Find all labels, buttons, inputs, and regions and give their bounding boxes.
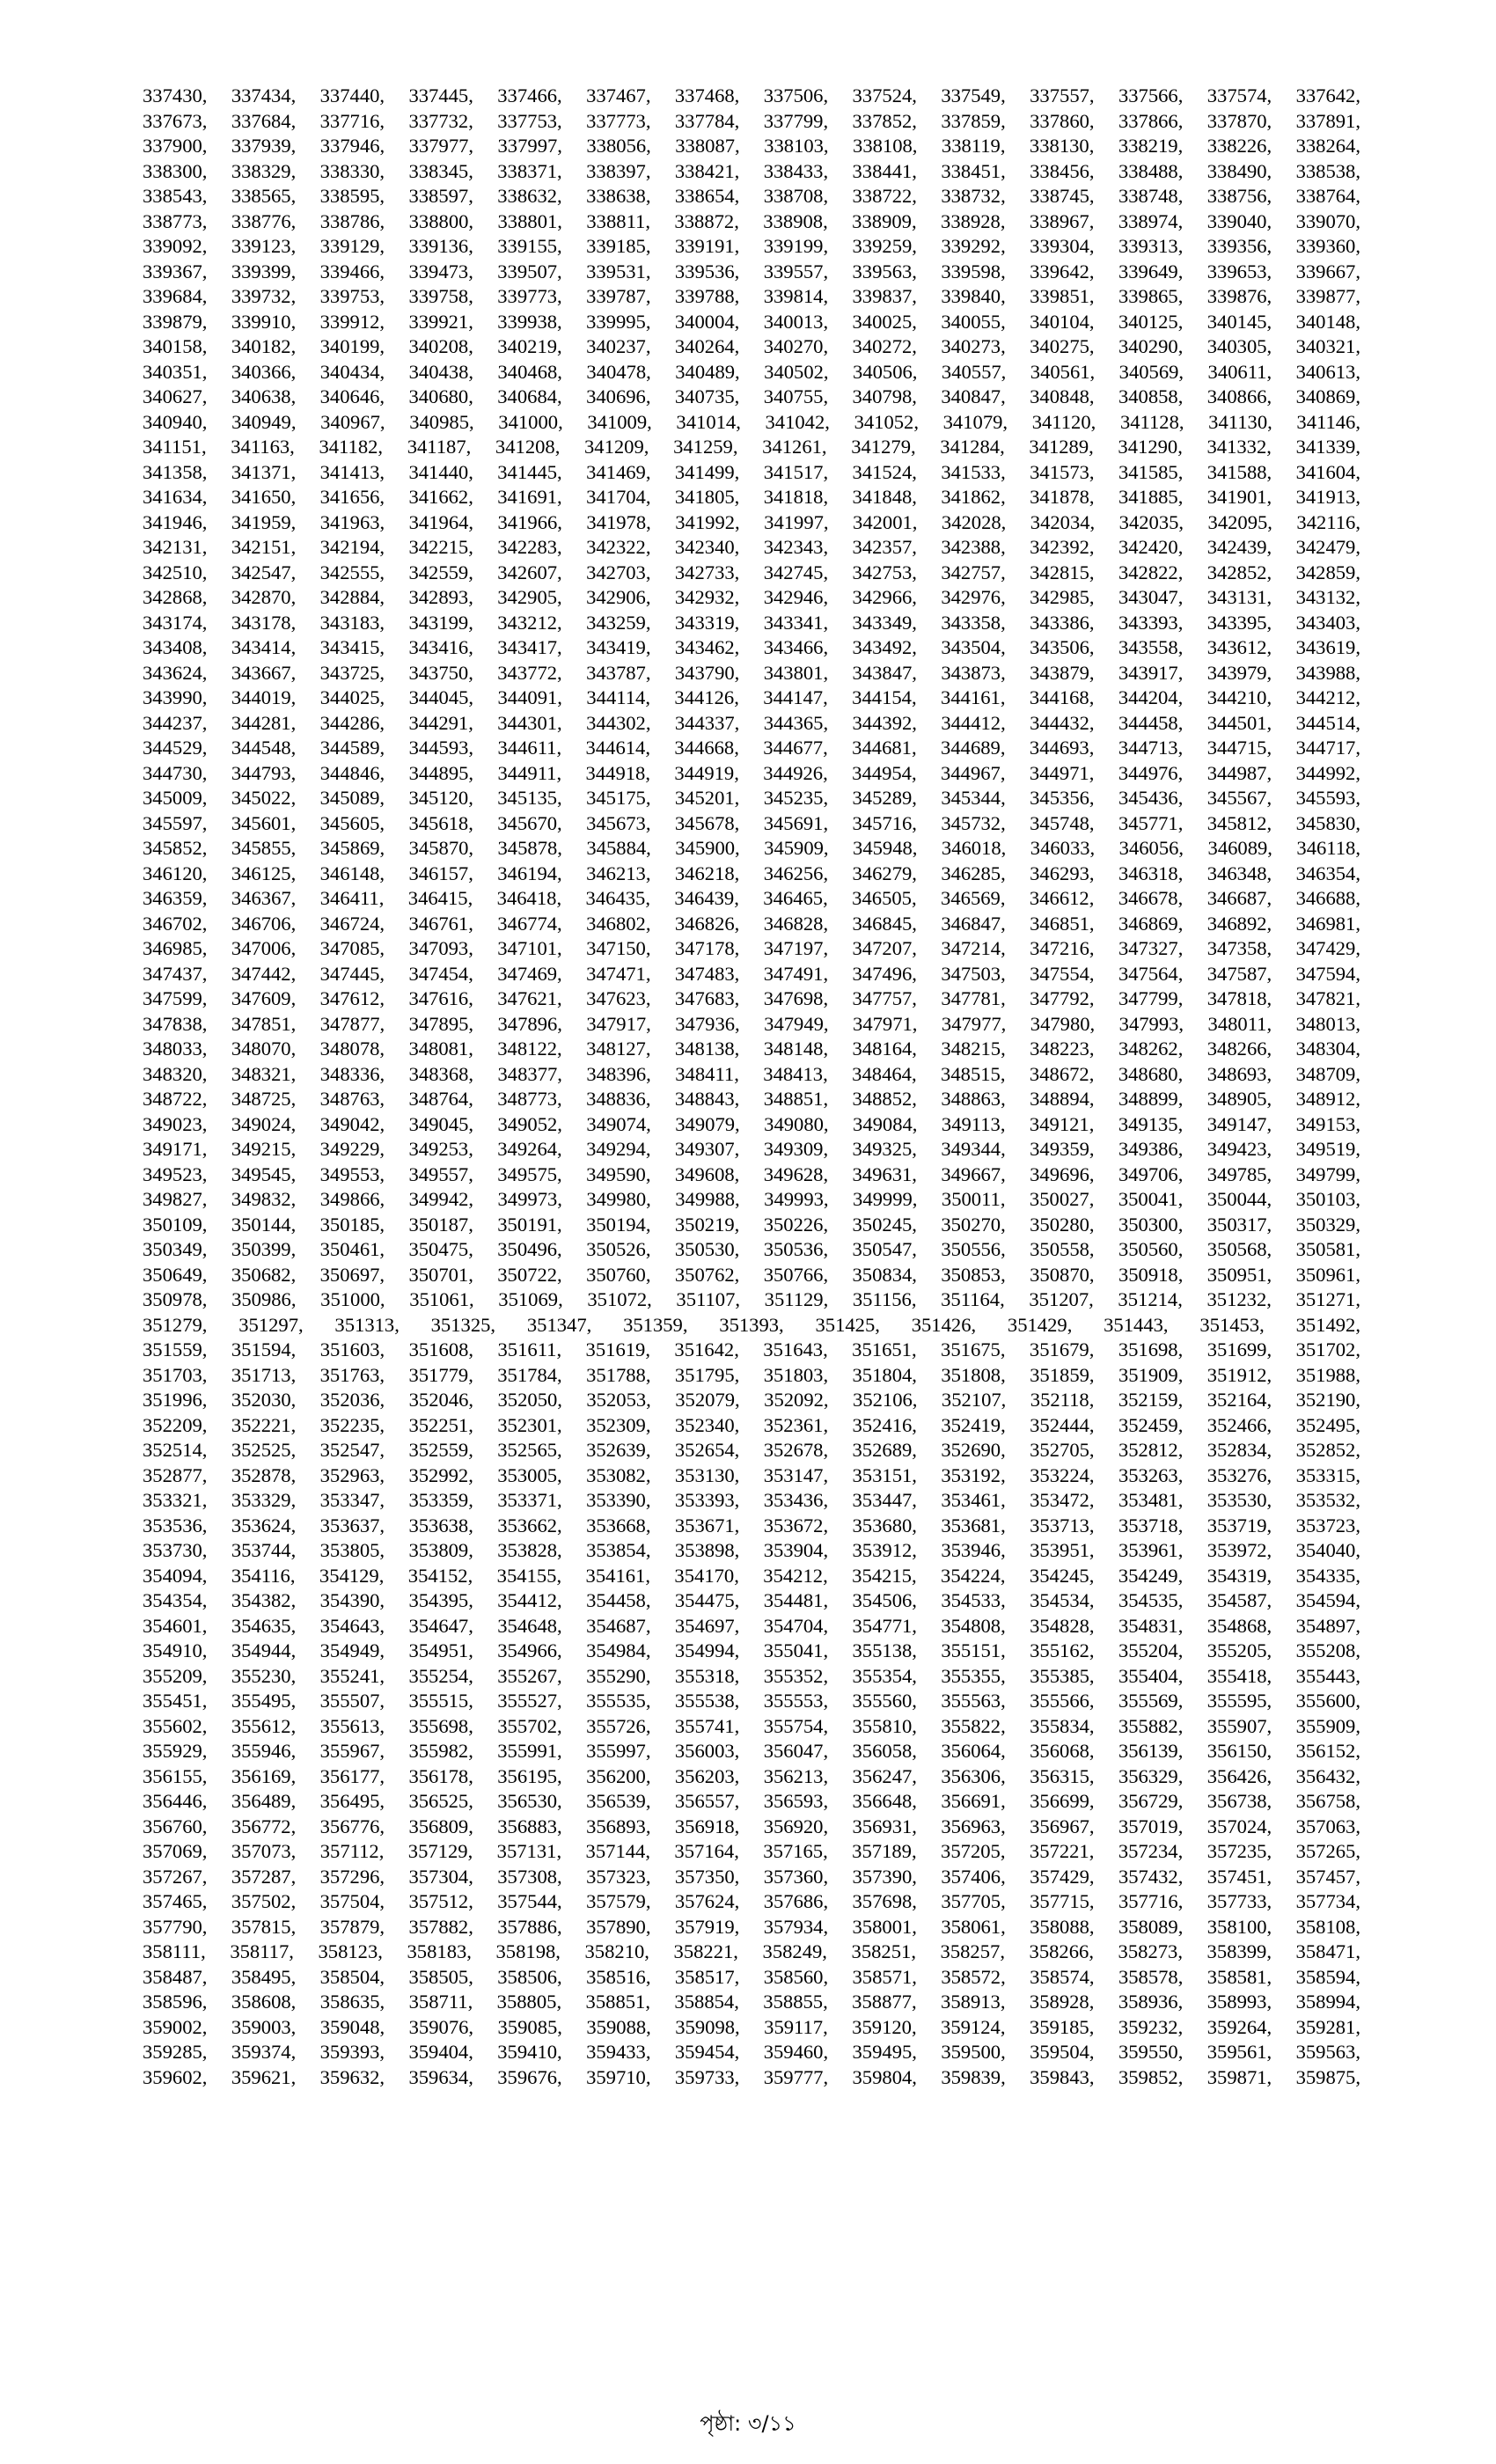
number-line: 344730, 344793, 344846, 344895, 344911, 344918, 344919, 344926, 344954, 344967, 344971, 344976, 344987, 344992, xyxy=(143,761,1360,784)
number-line: 337900, 337939, 337946, 337977, 337997, 338056, 338087, 338103, 338108, 338119, 338130, 338219, 338226, 338264, xyxy=(143,135,1360,157)
number-line: 345009, 345022, 345089, 345120, 345135, 345175, 345201, 345235, 345289, 345344, 345356, 345436, 345567, 345593, xyxy=(143,787,1360,809)
number-line: 357790, 357815, 357879, 357882, 357886, 357890, 357919, 357934, 358001, 358061, 358088, 358089, 358100, 358108, xyxy=(143,1915,1360,1938)
number-line: 356446, 356489, 356495, 356525, 356530, 356539, 356557, 356593, 356648, 356691, 356699, 356729, 356738, 356758, xyxy=(143,1790,1360,1812)
number-line: 355209, 355230, 355241, 355254, 355267, 355290, 355318, 355352, 355354, 355355, 355385, 355404, 355418, 355443, xyxy=(143,1664,1360,1687)
number-line: 358596, 358608, 358635, 358711, 358805, 358851, 358854, 358855, 358877, 358913, 358928, 358936, 358993, 358994, xyxy=(143,1991,1360,2013)
number-line: 349171, 349215, 349229, 349253, 349264, 349294, 349307, 349309, 349325, 349344, 349359, 349386, 349423, 349519, xyxy=(143,1138,1360,1160)
number-line: 357267, 357287, 357296, 357304, 357308, 357323, 357350, 357360, 357390, 357406, 357429, 357432, 357451, 357457, xyxy=(143,1865,1360,1888)
number-line: 344529, 344548, 344589, 344593, 344611, 344614, 344668, 344677, 344681, 344689, 344693, 344713, 344715, 344717, xyxy=(143,737,1360,759)
number-line: 350349, 350399, 350461, 350475, 350496, 350526, 350530, 350536, 350547, 350556, 350558, 350560, 350568, 350581, xyxy=(143,1238,1360,1260)
number-line: 342510, 342547, 342555, 342559, 342607, 342703, 342733, 342745, 342753, 342757, 342815, 342822, 342852, 342859, xyxy=(143,561,1360,583)
number-line: 342131, 342151, 342194, 342215, 342283, 342322, 342340, 342343, 342357, 342388, 342392, 342420, 342439, 342479, xyxy=(143,536,1360,558)
number-line: 351559, 351594, 351603, 351608, 351611, 351619, 351642, 351643, 351651, 351675, 351679, 351698, 351699, 351702, xyxy=(143,1338,1360,1360)
number-line: 356760, 356772, 356776, 356809, 356883, 356893, 356918, 356920, 356931, 356963, 356967, 357019, 357024, 357063, xyxy=(143,1815,1360,1837)
number-line: 348722, 348725, 348763, 348764, 348773, 348836, 348843, 348851, 348852, 348863, 348894, 348899, 348905, 348912, xyxy=(143,1088,1360,1110)
number-line: 338543, 338565, 338595, 338597, 338632, 338638, 338654, 338708, 338722, 338732, 338745, 338748, 338756, 338764, xyxy=(143,185,1360,207)
number-line: 339879, 339910, 339912, 339921, 339938, 339995, 340004, 340013, 340025, 340055, 340104, 340125, 340145, 340148, xyxy=(143,310,1360,333)
number-line: 349523, 349545, 349553, 349557, 349575, 349590, 349608, 349628, 349631, 349667, 349696, 349706, 349785, 349799, xyxy=(143,1162,1360,1185)
number-line: 350649, 350682, 350697, 350701, 350722, 350760, 350762, 350766, 350834, 350853, 350870, 350918, 350951, 350961, xyxy=(143,1263,1360,1286)
number-line: 341634, 341650, 341656, 341662, 341691, 341704, 341805, 341818, 341848, 341862, 341878, 341885, 341901, 341913, xyxy=(143,486,1360,508)
number-line: 352877, 352878, 352963, 352992, 353005, 353082, 353130, 353147, 353151, 353192, 353224, 353263, 353276, 353315, xyxy=(143,1463,1360,1486)
number-line: 347838, 347851, 347877, 347895, 347896, 347917, 347936, 347949, 347971, 347977, 347980, 347993, 348011, 348013, xyxy=(143,1012,1360,1035)
number-line: 344237, 344281, 344286, 344291, 344301, 344302, 344337, 344365, 344392, 344412, 344432, 344458, 344501, 344514, xyxy=(143,711,1360,734)
number-line: 356155, 356169, 356177, 356178, 356195, 356200, 356203, 356213, 356247, 356306, 356315, 356329, 356426, 356432, xyxy=(143,1764,1360,1787)
number-line: 354354, 354382, 354390, 354395, 354412, 354458, 354475, 354481, 354506, 354533, 354534, 354535, 354587, 354594, xyxy=(143,1589,1360,1611)
number-line: 349023, 349024, 349042, 349045, 349052, 349074, 349079, 349080, 349084, 349113, 349121, 349135, 349147, 349153, xyxy=(143,1112,1360,1135)
number-line: 359002, 359003, 359048, 359076, 359085, 359088, 359098, 359117, 359120, 359124, 359185, 359232, 359264, 359281, xyxy=(143,2015,1360,2038)
number-line: 339684, 339732, 339753, 339758, 339773, 339787, 339788, 339814, 339837, 339840, 339851, 339865, 339876, 339877, xyxy=(143,285,1360,307)
number-line: 348033, 348070, 348078, 348081, 348122, 348127, 348138, 348148, 348164, 348215, 348223, 348262, 348266, 348304, xyxy=(143,1038,1360,1060)
number-line: 346985, 347006, 347085, 347093, 347101, 347150, 347178, 347197, 347207, 347214, 347216, 347327, 347358, 347429, xyxy=(143,937,1360,959)
number-line: 338300, 338329, 338330, 338345, 338371, 338397, 338421, 338433, 338441, 338451, 338456, 338488, 338490, 338538, xyxy=(143,159,1360,182)
number-line: 340940, 340949, 340967, 340985, 341000, 341009, 341014, 341042, 341052, 341079, 341120, 341128, 341130, 341146, xyxy=(143,410,1360,433)
number-line: 358111, 358117, 358123, 358183, 358198, 358210, 358221, 358249, 358251, 358257, 358266, 358273, 358399, 358471, xyxy=(143,1940,1360,1962)
number-line: 355602, 355612, 355613, 355698, 355702, 355726, 355741, 355754, 355810, 355822, 355834, 355882, 355907, 355909, xyxy=(143,1714,1360,1737)
number-line: 342868, 342870, 342884, 342893, 342905, 342906, 342932, 342946, 342966, 342976, 342985, 343047, 343131, 343132, xyxy=(143,586,1360,608)
number-line: 355451, 355495, 355507, 355515, 355527, 355535, 355538, 355553, 355560, 355563, 355566, 355569, 355595, 355600, xyxy=(143,1690,1360,1712)
number-line: 347599, 347609, 347612, 347616, 347621, 347623, 347683, 347698, 347757, 347781, 347792, 347799, 347818, 347821, xyxy=(143,987,1360,1009)
number-line: 345597, 345601, 345605, 345618, 345670, 345673, 345678, 345691, 345716, 345732, 345748, 345771, 345812, 345830, xyxy=(143,811,1360,834)
number-line: 355929, 355946, 355967, 355982, 355991, 355997, 356003, 356047, 356058, 356064, 356068, 356139, 356150, 356152, xyxy=(143,1740,1360,1762)
number-line: 347437, 347442, 347445, 347454, 347469, 347471, 347483, 347491, 347496, 347503, 347554, 347564, 347587, 347594, xyxy=(143,962,1360,985)
number-line: 352209, 352221, 352235, 352251, 352301, 352309, 352340, 352361, 352416, 352419, 352444, 352459, 352466, 352495, xyxy=(143,1413,1360,1436)
number-line: 345852, 345855, 345869, 345870, 345878, 345884, 345900, 345909, 345948, 346018, 346033, 346056, 346089, 346118, xyxy=(143,837,1360,859)
number-line: 340158, 340182, 340199, 340208, 340219, 340237, 340264, 340270, 340272, 340273, 340275, 340290, 340305, 340321, xyxy=(143,335,1360,357)
number-line: 351703, 351713, 351763, 351779, 351784, 351788, 351795, 351803, 351804, 351808, 351859, 351909, 351912, 351988, xyxy=(143,1363,1360,1386)
roll-number-list xyxy=(143,84,1360,2090)
number-line: 350109, 350144, 350185, 350187, 350191, 350194, 350219, 350226, 350245, 350270, 350280, 350300, 350317, 350329, xyxy=(143,1213,1360,1236)
number-line: 351996, 352030, 352036, 352046, 352050, 352053, 352079, 352092, 352106, 352107, 352118, 352159, 352164, 352190, xyxy=(143,1389,1360,1411)
number-line: 343990, 344019, 344025, 344045, 344091, 344114, 344126, 344147, 344154, 344161, 344168, 344204, 344210, 344212, xyxy=(143,686,1360,708)
number-line: 358487, 358495, 358504, 358505, 358506, 358516, 358517, 358560, 358571, 358572, 358574, 358578, 358581, 358594, xyxy=(143,1965,1360,1988)
number-line: 350978, 350986, 351000, 351061, 351069, 351072, 351107, 351129, 351156, 351164, 351207, 351214, 351232, 351271, xyxy=(143,1288,1360,1310)
number-line: 340351, 340366, 340434, 340438, 340468, 340478, 340489, 340502, 340506, 340557, 340561, 340569, 340611, 340613, xyxy=(143,360,1360,383)
number-line: 349827, 349832, 349866, 349942, 349973, 349980, 349988, 349993, 349999, 350011, 350027, 350041, 350044, 350103, xyxy=(143,1188,1360,1210)
number-line: 340627, 340638, 340646, 340680, 340684, 340696, 340735, 340755, 340798, 340847, 340848, 340858, 340866, 340869, xyxy=(143,385,1360,407)
page-number-footer: পৃষ্ঠা: ৩/১১ xyxy=(700,2411,796,2436)
number-line: 338773, 338776, 338786, 338800, 338801, 338811, 338872, 338908, 338909, 338928, 338967, 338974, 339040, 339070, xyxy=(143,209,1360,232)
number-line: 339367, 339399, 339466, 339473, 339507, 339531, 339536, 339557, 339563, 339598, 339642, 339649, 339653, 339667, xyxy=(143,260,1360,282)
number-line: 353536, 353624, 353637, 353638, 353662, 353668, 353671, 353672, 353680, 353681, 353713, 353718, 353719, 353723, xyxy=(143,1514,1360,1536)
number-line: 351279, 351297, 351313, 351325, 351347, 351359, 351393, 351425, 351426, 351429, 351443, 351453, 351492, xyxy=(143,1313,1360,1336)
number-line: 353321, 353329, 353347, 353359, 353371, 353390, 353393, 353436, 353447, 353461, 353472, 353481, 353530, 353532, xyxy=(143,1489,1360,1511)
number-line: 354601, 354635, 354643, 354647, 354648, 354687, 354697, 354704, 354771, 354808, 354828, 354831, 354868, 354897, xyxy=(143,1614,1360,1637)
number-line: 343624, 343667, 343725, 343750, 343772, 343787, 343790, 343801, 343847, 343873, 343879, 343917, 343979, 343988, xyxy=(143,661,1360,684)
number-line: 337430, 337434, 337440, 337445, 337466, 337467, 337468, 337506, 337524, 337549, 337557, 337566, 337574, 337642, xyxy=(143,84,1360,106)
number-line: 341151, 341163, 341182, 341187, 341208, 341209, 341259, 341261, 341279, 341284, 341289, 341290, 341332, 341339, xyxy=(143,436,1360,458)
number-line: 353730, 353744, 353805, 353809, 353828, 353854, 353898, 353904, 353912, 353946, 353951, 353961, 353972, 354040, xyxy=(143,1539,1360,1561)
number-line: 346120, 346125, 346148, 346157, 346194, 346213, 346218, 346256, 346279, 346285, 346293, 346318, 346348, 346354, xyxy=(143,862,1360,884)
number-line: 359602, 359621, 359632, 359634, 359676, 359710, 359733, 359777, 359804, 359839, 359843, 359852, 359871, 359875, xyxy=(143,2065,1360,2088)
number-line: 337673, 337684, 337716, 337732, 337753, 337773, 337784, 337799, 337852, 337859, 337860, 337866, 337870, 337891, xyxy=(143,109,1360,132)
number-line: 354094, 354116, 354129, 354152, 354155, 354161, 354170, 354212, 354215, 354224, 354245, 354249, 354319, 354335, xyxy=(143,1564,1360,1587)
number-line: 343174, 343178, 343183, 343199, 343212, 343259, 343319, 343341, 343349, 343358, 343386, 343393, 343395, 343403, xyxy=(143,611,1360,634)
number-line: 357465, 357502, 357504, 357512, 357544, 357579, 357624, 357686, 357698, 357705, 357715, 357716, 357733, 357734, xyxy=(143,1890,1360,1912)
number-line: 357069, 357073, 357112, 357129, 357131, 357144, 357164, 357165, 357189, 357205, 357221, 357234, 357235, 357265, xyxy=(143,1840,1360,1862)
number-line: 352514, 352525, 352547, 352559, 352565, 352639, 352654, 352678, 352689, 352690, 352705, 352812, 352834, 352852, xyxy=(143,1439,1360,1461)
number-line: 346702, 346706, 346724, 346761, 346774, 346802, 346826, 346828, 346845, 346847, 346851, 346869, 346892, 346981, xyxy=(143,912,1360,935)
number-line: 346359, 346367, 346411, 346415, 346418, 346435, 346439, 346465, 346505, 346569, 346612, 346678, 346687, 346688, xyxy=(143,887,1360,909)
number-line: 354910, 354944, 354949, 354951, 354966, 354984, 354994, 355041, 355138, 355151, 355162, 355204, 355205, 355208, xyxy=(143,1639,1360,1661)
number-line: 348320, 348321, 348336, 348368, 348377, 348396, 348411, 348413, 348464, 348515, 348672, 348680, 348693, 348709, xyxy=(143,1062,1360,1085)
number-line: 341946, 341959, 341963, 341964, 341966, 341978, 341992, 341997, 342001, 342028, 342034, 342035, 342095, 342116, xyxy=(143,510,1360,533)
number-line: 341358, 341371, 341413, 341440, 341445, 341469, 341499, 341517, 341524, 341533, 341573, 341585, 341588, 341604, xyxy=(143,460,1360,483)
number-line: 343408, 343414, 343415, 343416, 343417, 343419, 343462, 343466, 343492, 343504, 343506, 343558, 343612, 343619, xyxy=(143,636,1360,658)
number-line: 359285, 359374, 359393, 359404, 359410, 359433, 359454, 359460, 359495, 359500, 359504, 359550, 359561, 359563, xyxy=(143,2041,1360,2063)
number-line: 339092, 339123, 339129, 339136, 339155, 339185, 339191, 339199, 339259, 339292, 339304, 339313, 339356, 339360, xyxy=(143,235,1360,257)
